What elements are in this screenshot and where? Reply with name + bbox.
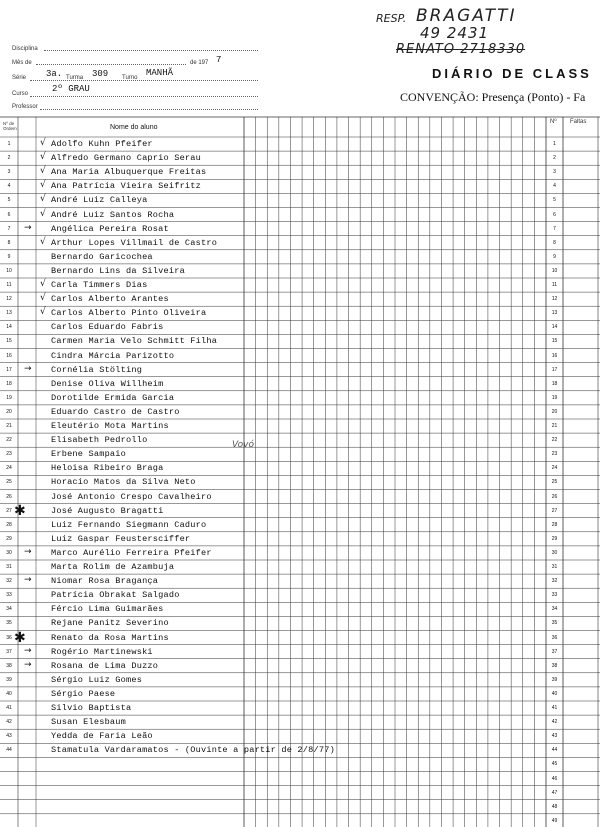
student-name: Cornélia Stölting [51,364,143,375]
student-name: Ana Patrícia Vieira Seifritz [51,181,201,192]
student-name: Luiz Gaspar Feustersciffer [51,533,191,544]
student-name: Yedda de Faria Leão [51,731,153,742]
row-number: 26 [551,493,558,500]
check-mark: √ [40,293,46,304]
student-name: Cindra Márcia Parizotto [51,350,175,361]
order-number: 27 [6,507,12,514]
row-number: 42 [551,719,558,726]
convention-text: CONVENÇÃO: Presença (Ponto) - Fa [400,90,586,104]
student-name: Luiz Fernando Siegmann Caduro [51,519,207,530]
order-number: 8 [7,239,11,246]
order-number: 9 [7,253,11,260]
order-number: 20 [6,408,12,415]
row-number: 28 [551,521,558,528]
student-name: Fércio Lima Guimarães [51,604,164,615]
order-number: 7 [7,225,11,232]
order-number: 23 [6,451,12,458]
student-name: Susan Elesbaum [51,717,126,728]
student-name: Eduardo Castro de Castro [51,406,180,417]
row-number: 39 [551,676,558,683]
row-number: 25 [551,479,558,486]
row-number: 9 [553,253,556,260]
resp-name: BRAGATTI [416,6,517,26]
order-number: 35 [6,620,12,627]
student-name: Alfredo Germano Caprio Serau [51,153,201,164]
row-number: 8 [553,239,556,246]
student-name: Sérgio Luiz Gomes [51,674,143,685]
number-col-header: Nº [550,119,557,125]
order-number: 14 [6,324,12,331]
row-number: 29 [551,535,558,542]
order-number: 6 [7,211,11,218]
row-number: 16 [551,352,558,359]
order-number: 37 [6,648,12,655]
crossed-text: RENATO 2718330 [396,42,526,57]
row-number: 19 [551,394,558,401]
order-number: 4 [7,183,11,190]
order-number: 40 [6,690,12,697]
order-number: 19 [6,394,12,401]
check-mark: √ [40,194,46,205]
order-number: 2 [7,155,11,162]
row-number: 11 [551,282,558,288]
left-col-header: Nº de Ordem [3,121,17,131]
row-number: 21 [551,423,558,429]
order-number: 5 [7,197,11,204]
order-number: 11 [6,282,12,288]
order-number: 3 [7,169,11,176]
shift-label: Turno [122,75,138,81]
order-number: 16 [6,352,12,359]
row-number: 30 [551,549,558,556]
arrow-mark: → [24,645,32,656]
row-number: 22 [551,437,558,444]
order-number: 33 [6,592,12,599]
resp-label: RESP. [376,12,407,25]
row-number: 7 [553,225,556,232]
month-label: Mês de [12,60,32,66]
order-number: 26 [6,493,12,500]
row-number: 47 [551,789,558,796]
row-number: 15 [551,338,558,345]
student-name: Erbene Sampaio [51,449,126,460]
course-label: Curso [12,91,29,97]
teacher-label: Professor [12,104,38,110]
order-number: 34 [6,606,12,613]
row-number: 38 [551,662,558,669]
student-name: Rejane Panitz Severino [51,618,169,629]
row-number: 24 [551,465,558,472]
row-number: 3 [553,169,556,176]
check-mark: √ [40,279,46,289]
arrow-mark: → [24,546,32,557]
row-number: 13 [551,310,558,317]
row-number: 14 [551,324,558,331]
order-number: 22 [6,437,12,444]
row-number: 18 [551,380,558,387]
order-number: 17 [6,366,12,373]
student-name: André Luiz Calleya [51,195,148,206]
row-number: 44 [551,747,558,754]
student-name: Elisabeth Pedrollo [51,435,148,446]
student-name: Carlos Alberto Arantes [51,294,169,305]
star-mark: ✱ [14,502,26,519]
row-number: 2 [553,155,556,162]
order-number: 13 [6,310,12,317]
student-name: Carlos Eduardo Fabris [51,322,164,333]
check-mark: √ [40,166,46,177]
row-number: 12 [551,296,558,303]
class-label: Turma [66,75,84,81]
student-name: Carla Timmers Dias [51,280,148,290]
student-name: Denise Oliva Willheim [51,378,164,389]
teacher-line [40,109,258,110]
page-title: DIÁRIO DE CLASS [432,66,592,81]
course-value: 2º GRAU [52,84,90,94]
order-number: 31 [6,564,12,570]
student-name: Eleutério Mota Martins [51,421,169,431]
order-number: 30 [6,549,12,556]
student-name: Bernardo Lins da Silveira [51,265,185,276]
row-number: 36 [551,634,558,641]
shift-value: MANHÃ [146,68,174,78]
check-mark: √ [40,138,46,148]
order-number: 15 [6,338,12,345]
student-name: Carmen Maria Velo Schmitt Filha [51,336,218,347]
row-number: 48 [551,803,558,810]
row-number: 6 [553,211,556,218]
student-name: José Antonio Crespo Cavalheiro [51,491,212,502]
row-number: 37 [551,648,558,655]
name-col-header: Nome do aluno [110,124,158,131]
order-number: 43 [6,733,12,740]
star-mark: ✱ [14,629,26,646]
student-name: Silvio Baptista [51,703,132,713]
order-number: 25 [6,479,12,486]
handwritten-number: 49 2431 [420,24,490,42]
order-number: 39 [6,676,12,683]
year-label: de 197 [190,60,209,66]
order-number: 18 [6,380,12,387]
student-name: Rosana de Lima Duzzo [51,660,159,671]
order-number: 10 [6,267,12,274]
row-number: 43 [551,733,558,740]
check-mark: √ [40,236,46,247]
order-number: 41 [6,705,12,711]
student-name: Horacio Matos da Silva Neto [51,477,196,488]
order-number: 36 [6,634,12,641]
student-name: André Luiz Santos Rocha [51,209,175,220]
handwritten-scribble: Vovó [232,440,254,450]
class-value: 309 [92,69,109,79]
check-mark: √ [40,208,46,219]
student-name: Sérgio Paese [51,688,116,699]
row-number: 31 [551,564,558,570]
arrow-mark: → [24,222,32,233]
row-number: 4 [553,183,556,190]
order-number: 21 [6,423,12,429]
order-number: 24 [6,465,12,472]
row-number: 33 [551,592,558,599]
row-number: 27 [551,507,558,514]
series-value: 3a. [46,69,63,79]
student-name: José Augusto Bragatti [51,505,164,516]
row-number: 35 [551,620,558,627]
student-name: Patrícia Obrakat Salgado [51,590,180,601]
series-label: Série [12,75,27,81]
discipline-line [44,50,258,51]
row-number: 46 [551,775,558,782]
row-number: 40 [551,690,558,697]
student-name: Ana Maria Albuquerque Freitas [51,167,207,178]
student-name: Marta Rolim de Azambuja [51,562,175,572]
faltas-col-header: Faltas [570,119,587,125]
discipline-label: Disciplina [12,46,38,52]
year-value: 7 [216,55,222,65]
order-number: 38 [6,662,12,669]
student-name: Stamatula Vardaramatos - (Ouvinte a partir de 2/8/77) [51,745,335,756]
check-mark: √ [40,307,46,318]
arrow-mark: → [24,659,32,670]
student-name: Marco Aurélio Ferreira Pfeifer [51,547,212,558]
order-number: 44 [6,747,12,754]
month-line [36,64,186,65]
student-name: Angélica Pereira Rosat [51,223,169,234]
row-number: 45 [551,761,558,768]
order-number: 29 [6,535,12,542]
student-name: Niomar Rosa Bragança [51,576,159,587]
arrow-mark: → [24,575,32,586]
student-name: Carlos Alberto Pinto Oliveira [51,308,207,319]
student-name: Arthur Lopes Villmail de Castro [51,237,218,248]
row-number: 49 [551,817,558,824]
student-name: Renato da Rosa Martins [51,632,169,643]
student-name: Rogério Martinewski [51,646,153,657]
course-line [30,96,258,97]
student-name: Heloisa Ribeiro Braga [51,463,164,474]
row-number: 34 [551,606,558,613]
row-number: 10 [551,267,558,274]
arrow-mark: → [24,363,32,374]
order-number: 1 [7,141,11,147]
order-number: 32 [6,578,12,585]
check-mark: √ [40,180,46,191]
row-number: 1 [553,141,556,147]
row-number: 5 [553,197,556,204]
row-number: 32 [551,578,558,585]
check-mark: √ [40,152,46,163]
student-name: Adolfo Kuhn Pfeifer [51,139,153,149]
order-number: 28 [6,521,12,528]
order-number: 12 [6,296,12,303]
student-name: Dorotilde Ermida Garcia [51,392,175,403]
order-number: 42 [6,719,12,726]
row-number: 41 [551,705,558,711]
row-number: 23 [551,451,558,458]
row-number: 17 [551,366,558,373]
row-number: 20 [551,408,558,415]
series-line [30,80,258,81]
student-name: Bernardo Garicochea [51,251,153,262]
